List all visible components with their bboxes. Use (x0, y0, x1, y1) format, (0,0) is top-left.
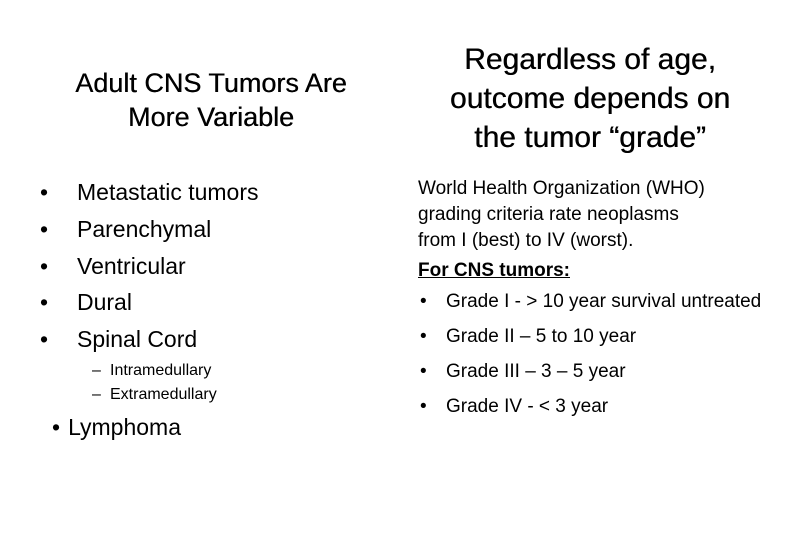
dash-icon: – (92, 362, 101, 379)
list-item-label: Metastatic tumors (77, 179, 259, 205)
list-item-label: Lymphoma (68, 414, 181, 440)
list-item (40, 248, 380, 285)
bullet-icon: • (40, 326, 49, 353)
bullet-icon: • (420, 361, 427, 382)
grade-item-label: Grade I - > 10 year survival untreated (446, 291, 762, 312)
left-title (26, 66, 396, 134)
grading-description (418, 176, 793, 428)
grade-item (418, 358, 793, 386)
list-item-label: Dural (77, 289, 132, 316)
grade-item-label: Grade III – 3 – 5 year (446, 361, 626, 382)
intro-line: grading criteria rate neoplasms (418, 204, 679, 225)
sub-list-item-label: Intramedullary (110, 362, 212, 379)
bullet-icon: • (52, 414, 61, 440)
list-item (40, 211, 380, 248)
grade-item (418, 323, 793, 351)
bullet-icon: • (40, 252, 49, 279)
sub-list-item (92, 383, 217, 407)
list-item (40, 284, 380, 321)
bullet-icon: • (40, 179, 49, 205)
list-item-label: Spinal Cord (77, 326, 198, 353)
grade-item-label: Grade II – 5 to 10 year (446, 326, 637, 347)
grade-list (418, 288, 793, 421)
list-item-label: Ventricular (77, 252, 186, 279)
sub-list-item (92, 359, 217, 383)
grade-item-label: Grade IV - < 3 year (446, 396, 609, 417)
spinal-cord-sublist (92, 359, 217, 407)
right-title-line: Regardless of age, (464, 43, 716, 76)
bullet-icon: • (40, 289, 49, 316)
bullet-icon: • (420, 396, 427, 417)
dash-icon: – (92, 386, 101, 403)
intro-line: World Health Organization (WHO) (418, 178, 705, 199)
bullet-icon: • (40, 215, 49, 242)
list-item (40, 174, 380, 211)
intro-line: from I (best) to IV (worst). (418, 230, 634, 251)
right-title-line: outcome depends on (449, 82, 731, 115)
left-title-line: More Variable (127, 102, 295, 132)
list-item (40, 321, 380, 358)
cns-tumors-heading: For CNS tumors: (418, 260, 570, 281)
right-title-line: the tumor “grade” (474, 121, 706, 154)
tumor-location-list (40, 174, 380, 358)
list-item-label: Parenchymal (77, 215, 212, 242)
right-title (420, 40, 760, 157)
list-item-lymphoma (52, 411, 181, 443)
grade-item (418, 288, 793, 316)
grade-item (418, 393, 793, 421)
bullet-icon: • (420, 291, 427, 312)
left-title-line: Adult CNS Tumors Are (75, 68, 347, 98)
sub-list-item-label: Extramedullary (110, 386, 217, 403)
bullet-icon: • (420, 326, 427, 347)
